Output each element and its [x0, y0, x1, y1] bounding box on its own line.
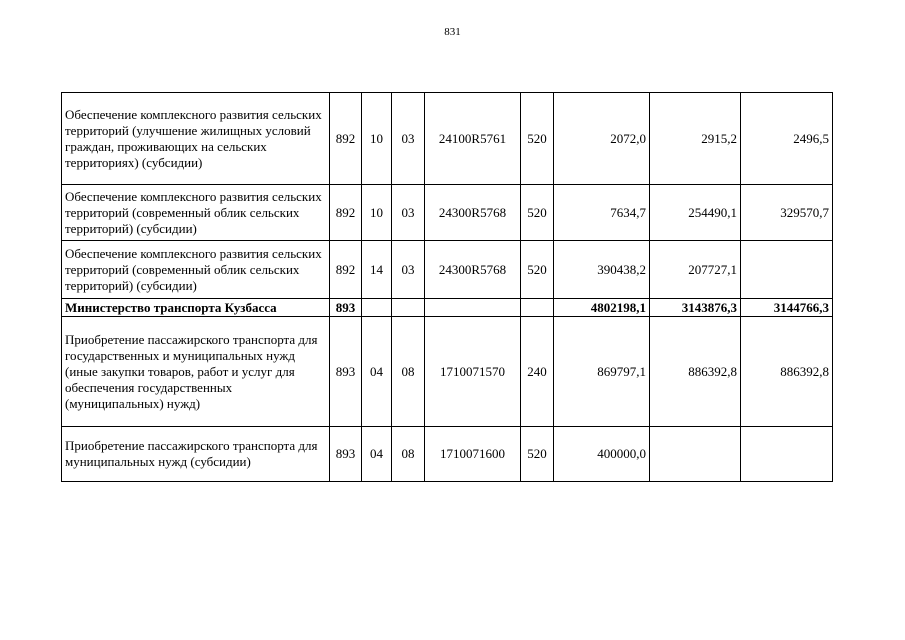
row-description: Приобретение пассажирского транспорта для государственных и муниципальных нужд (иные закупки товаров, работ и услуг для обеспечения государственных (муниципальных) нужд) [62, 317, 330, 427]
expense-type-code: 520 [521, 427, 554, 482]
row-description: Обеспечение комплексного развития сельских территорий (современный облик сельских территорий) (субсидии) [62, 185, 330, 241]
amount-year-3: 886392,8 [741, 317, 833, 427]
table-row [62, 185, 833, 241]
table-row [62, 427, 833, 482]
table-row [62, 241, 833, 299]
amount-year-2 [650, 427, 741, 482]
row-description: Министерство транспорта Кузбасса [62, 299, 330, 317]
section-code: 14 [362, 241, 392, 299]
target-article-code: 24300R5768 [425, 241, 521, 299]
target-article-code: 1710071570 [425, 317, 521, 427]
table-row [62, 299, 833, 317]
subsection-code: 03 [392, 185, 425, 241]
section-code: 10 [362, 185, 392, 241]
section-code: 04 [362, 317, 392, 427]
amount-year-1: 4802198,1 [554, 299, 650, 317]
amount-year-3 [741, 427, 833, 482]
subsection-code: 08 [392, 317, 425, 427]
expense-type-code: 240 [521, 317, 554, 427]
subsection-code: 08 [392, 427, 425, 482]
expense-type-code: 520 [521, 185, 554, 241]
amount-year-1: 7634,7 [554, 185, 650, 241]
grbs-code: 893 [330, 317, 362, 427]
amount-year-1: 2072,0 [554, 93, 650, 185]
amount-year-2: 3143876,3 [650, 299, 741, 317]
grbs-code: 892 [330, 185, 362, 241]
grbs-code: 892 [330, 93, 362, 185]
target-article-code: 1710071600 [425, 427, 521, 482]
amount-year-1: 390438,2 [554, 241, 650, 299]
section-code: 04 [362, 427, 392, 482]
target-article-code: 24300R5768 [425, 185, 521, 241]
table-row [62, 93, 833, 185]
grbs-code: 893 [330, 427, 362, 482]
subsection-code: 03 [392, 93, 425, 185]
row-description: Обеспечение комплексного развития сельских территорий (современный облик сельских территорий) (субсидии) [62, 241, 330, 299]
target-article-code [425, 299, 521, 317]
amount-year-3: 2496,5 [741, 93, 833, 185]
table-row [62, 317, 833, 427]
amount-year-2: 254490,1 [650, 185, 741, 241]
row-description: Обеспечение комплексного развития сельских территорий (улучшение жилищных условий граждан, проживающих на сельских территориях) (субсидии) [62, 93, 330, 185]
page-number: 831 [444, 26, 461, 38]
amount-year-1: 869797,1 [554, 317, 650, 427]
amount-year-2: 2915,2 [650, 93, 741, 185]
subsection-code: 03 [392, 241, 425, 299]
amount-year-3: 329570,7 [741, 185, 833, 241]
expense-type-code: 520 [521, 241, 554, 299]
expense-type-code [521, 299, 554, 317]
target-article-code: 24100R5761 [425, 93, 521, 185]
amount-year-1: 400000,0 [554, 427, 650, 482]
amount-year-2: 207727,1 [650, 241, 741, 299]
subsection-code [392, 299, 425, 317]
section-code: 10 [362, 93, 392, 185]
amount-year-2: 886392,8 [650, 317, 741, 427]
expense-type-code: 520 [521, 93, 554, 185]
amount-year-3 [741, 241, 833, 299]
grbs-code: 893 [330, 299, 362, 317]
budget-table [61, 92, 833, 482]
section-code [362, 299, 392, 317]
grbs-code: 892 [330, 241, 362, 299]
row-description: Приобретение пассажирского транспорта для муниципальных нужд (субсидии) [62, 427, 330, 482]
amount-year-3: 3144766,3 [741, 299, 833, 317]
